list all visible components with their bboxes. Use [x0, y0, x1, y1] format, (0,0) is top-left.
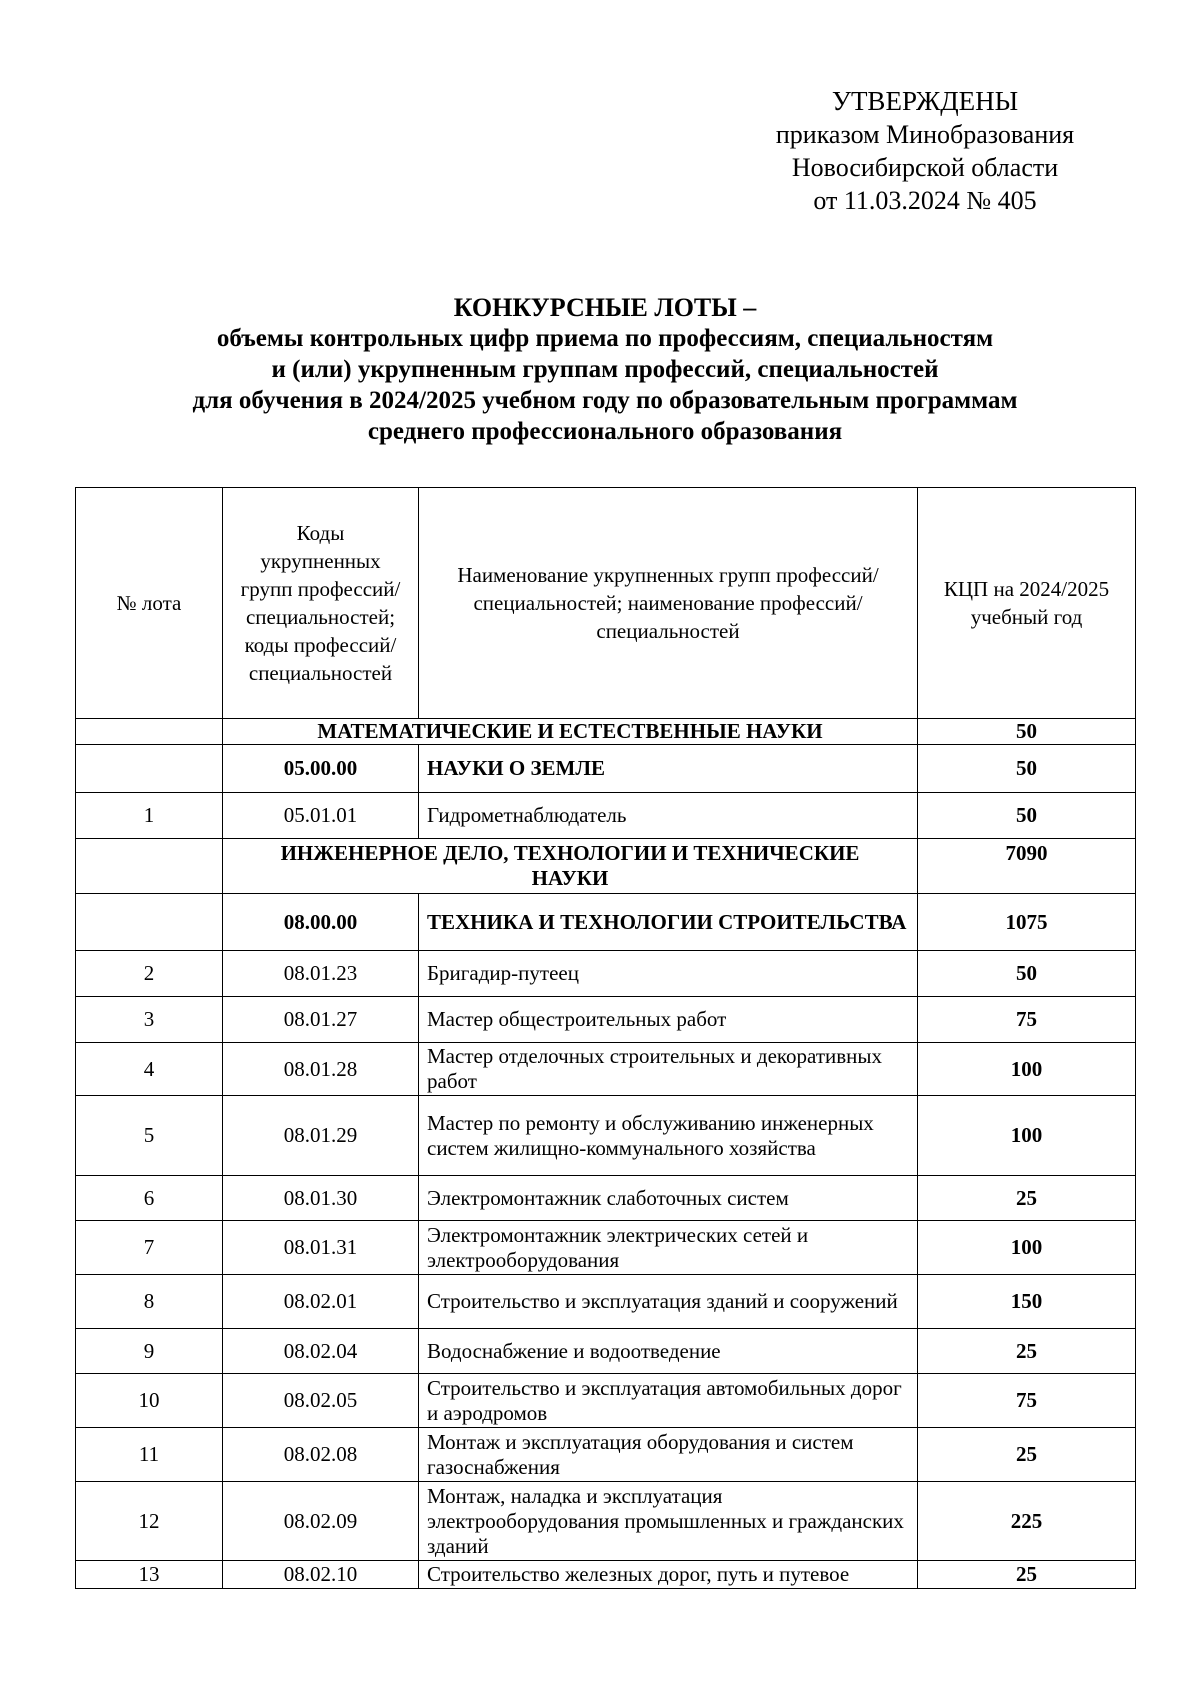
lot-code: 08.01.29	[223, 1096, 419, 1176]
lot-code: 08.01.31	[223, 1221, 419, 1275]
lot-code: 05.01.01	[223, 793, 419, 839]
table-row	[76, 1043, 1136, 1096]
lots-table	[75, 487, 1136, 1589]
lot-code: 08.01.30	[223, 1176, 419, 1221]
lot-name: Мастер отделочных строительных и декоративных работ	[419, 1043, 918, 1096]
lot-number: 8	[76, 1275, 223, 1329]
kcp-value: 100	[918, 1221, 1136, 1275]
table-row	[76, 1329, 1136, 1374]
table-row	[76, 1482, 1136, 1561]
kcp-value: 25	[918, 1329, 1136, 1374]
lot-code: 08.02.09	[223, 1482, 419, 1561]
table-row	[76, 1221, 1136, 1275]
table-row	[76, 1176, 1136, 1221]
header-name: Наименование укрупненных групп профессий/ специальностей; наименование профессий/ специальностей	[419, 488, 918, 719]
lot-name: Монтаж и эксплуатация оборудования и систем газоснабжения	[419, 1428, 918, 1482]
group-code: 08.00.00	[223, 894, 419, 951]
group-name: НАУКИ О ЗЕМЛЕ	[419, 745, 918, 793]
kcp-value: 25	[918, 1561, 1136, 1589]
lot-name: Бригадир-путеец	[419, 951, 918, 997]
approval-date: от 11.03.2024 № 405	[813, 186, 1037, 215]
table-row	[76, 1374, 1136, 1428]
lot-number: 7	[76, 1221, 223, 1275]
lot-number: 4	[76, 1043, 223, 1096]
approval-block	[740, 85, 1110, 217]
document-title	[75, 292, 1135, 447]
lot-code: 08.01.27	[223, 997, 419, 1043]
lot-number: 5	[76, 1096, 223, 1176]
group-row	[76, 894, 1136, 951]
category-name: ИНЖЕНЕРНОЕ ДЕЛО, ТЕХНОЛОГИИ И ТЕХНИЧЕСКИЕ НАУКИ	[223, 839, 918, 894]
table-row	[76, 1561, 1136, 1589]
kcp-value: 50	[918, 793, 1136, 839]
lot-name: Мастер по ремонту и обслуживанию инженерных систем жилищно-коммунального хозяйства	[419, 1096, 918, 1176]
kcp-value: 50	[918, 951, 1136, 997]
lot-number: 2	[76, 951, 223, 997]
approval-region: Новосибирской области	[791, 153, 1059, 182]
group-code: 05.00.00	[223, 745, 419, 793]
kcp-value: 50	[918, 719, 1136, 745]
lot-number: 10	[76, 1374, 223, 1428]
kcp-value: 75	[918, 997, 1136, 1043]
lot-name: Монтаж, наладка и эксплуатация электрооборудования промышленных и гражданских зданий	[419, 1482, 918, 1561]
lot-number: 6	[76, 1176, 223, 1221]
kcp-value: 100	[918, 1043, 1136, 1096]
kcp-value: 150	[918, 1275, 1136, 1329]
table-row	[76, 1096, 1136, 1176]
lot-number: 3	[76, 997, 223, 1043]
kcp-value: 7090	[918, 839, 1136, 894]
approval-order: приказом Минобразования	[775, 120, 1075, 149]
lot-name: Строительство и эксплуатация автомобильных дорог и аэродромов	[419, 1374, 918, 1428]
lot-code: 08.02.01	[223, 1275, 419, 1329]
category-row	[76, 719, 1136, 745]
kcp-value: 75	[918, 1374, 1136, 1428]
title-line-2: объемы контрольных цифр приема по профессиям, специальностям	[216, 325, 994, 352]
lot-code: 08.01.28	[223, 1043, 419, 1096]
lot-name: Строительство железных дорог, путь и путевое	[419, 1561, 918, 1589]
table-row	[76, 793, 1136, 839]
title-line-1: КОНКУРСНЫЕ ЛОТЫ –	[453, 293, 757, 322]
category-name: МАТЕМАТИЧЕСКИЕ И ЕСТЕСТВЕННЫЕ НАУКИ	[223, 719, 918, 745]
table-row	[76, 1428, 1136, 1482]
table-row	[76, 1275, 1136, 1329]
lot-name: Электромонтажник электрических сетей и электрооборудования	[419, 1221, 918, 1275]
approval-title: УТВЕРЖДЕНЫ	[831, 86, 1019, 116]
lot-name: Электромонтажник слаботочных систем	[419, 1176, 918, 1221]
group-name: ТЕХНИКА И ТЕХНОЛОГИИ СТРОИТЕЛЬСТВА	[419, 894, 918, 951]
title-line-5: среднего профессионального образования	[367, 418, 843, 445]
lot-number: 13	[76, 1561, 223, 1589]
table-header-row	[76, 488, 1136, 719]
header-lot: № лота	[76, 488, 223, 719]
lot-code: 08.01.23	[223, 951, 419, 997]
kcp-value: 25	[918, 1176, 1136, 1221]
header-kcp: КЦП на 2024/2025 учебный год	[918, 488, 1136, 719]
title-line-4: для обучения в 2024/2025 учебном году по образовательным программам	[192, 387, 1018, 414]
lot-code: 08.02.04	[223, 1329, 419, 1374]
lot-code: 08.02.08	[223, 1428, 419, 1482]
table-row	[76, 951, 1136, 997]
lot-number: 1	[76, 793, 223, 839]
empty-cell	[76, 839, 223, 894]
lot-name: Строительство и эксплуатация зданий и сооружений	[419, 1275, 918, 1329]
lot-name: Гидрометнаблюдатель	[419, 793, 918, 839]
empty-cell	[76, 894, 223, 951]
lot-number: 9	[76, 1329, 223, 1374]
lot-number: 11	[76, 1428, 223, 1482]
empty-cell	[76, 719, 223, 745]
empty-cell	[76, 745, 223, 793]
group-row	[76, 745, 1136, 793]
lot-code: 08.02.05	[223, 1374, 419, 1428]
kcp-value: 1075	[918, 894, 1136, 951]
category-row	[76, 839, 1136, 894]
kcp-value: 100	[918, 1096, 1136, 1176]
kcp-value: 225	[918, 1482, 1136, 1561]
header-codes: Коды укрупненных групп профессий/ специальностей; коды профессий/ специальностей	[223, 488, 419, 719]
title-line-3: и (или) укрупненным группам профессий, специальностей	[271, 356, 939, 383]
kcp-value: 25	[918, 1428, 1136, 1482]
lot-number: 12	[76, 1482, 223, 1561]
lot-code: 08.02.10	[223, 1561, 419, 1589]
lot-name: Водоснабжение и водоотведение	[419, 1329, 918, 1374]
table-row	[76, 997, 1136, 1043]
lot-name: Мастер общестроительных работ	[419, 997, 918, 1043]
kcp-value: 50	[918, 745, 1136, 793]
